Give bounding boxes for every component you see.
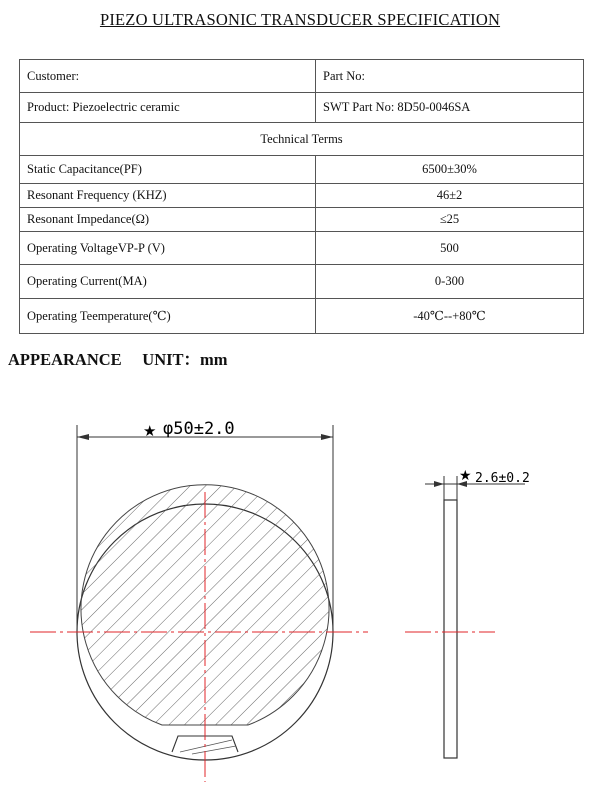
- table-row: [20, 232, 584, 265]
- spec-param: Operating Current(MA): [20, 265, 316, 299]
- arrow-left-icon: [77, 434, 89, 440]
- spec-param: Operating VoltageVP-P (V): [20, 232, 316, 265]
- table-row-product: [20, 93, 584, 123]
- transducer-drawing: [0, 380, 600, 800]
- appearance-label: APPEARANCE: [8, 350, 122, 369]
- disc-side-view: [405, 468, 530, 758]
- thickness-label: 2.6±0.2: [475, 471, 530, 486]
- product-cell: Product: Piezoelectric ceramic: [20, 93, 316, 123]
- part-no-cell: Part No:: [316, 60, 584, 93]
- spec-value: 0-300: [316, 265, 584, 299]
- unit-label: UNIT：mm: [142, 350, 228, 369]
- spec-param: Resonant Frequency (KHZ): [20, 184, 316, 208]
- spec-param: Static Capacitance(PF): [20, 156, 316, 184]
- star-icon: ★: [143, 422, 157, 440]
- spec-param: Operating Teemperature(℃): [20, 299, 316, 334]
- table-row: [20, 299, 584, 334]
- table-row: [20, 208, 584, 232]
- specification-table: [19, 59, 584, 334]
- customer-cell: Customer:: [20, 60, 316, 93]
- spec-value: ≤25: [316, 208, 584, 232]
- spec-value: 6500±30%: [316, 156, 584, 184]
- table-row: [20, 184, 584, 208]
- swt-part-no-cell: SWT Part No: 8D50-0046SA: [316, 93, 584, 123]
- arrow-right-icon: [321, 434, 333, 440]
- document-title: PIEZO ULTRASONIC TRANSDUCER SPECIFICATION: [99, 10, 501, 29]
- side-profile: [444, 500, 457, 758]
- spec-value: 46±2: [316, 184, 584, 208]
- spec-value: -40℃--+80℃: [316, 299, 584, 334]
- tab-hatch: [180, 740, 232, 752]
- table-row: [20, 265, 584, 299]
- table-row-technical-terms: [20, 123, 584, 156]
- arrow-right-icon: [434, 481, 444, 487]
- star-icon: ★: [459, 468, 472, 484]
- technical-terms-heading: Technical Terms: [20, 123, 584, 156]
- appearance-heading: [8, 346, 228, 370]
- spec-value: 500: [316, 232, 584, 265]
- diameter-label: φ50±2.0: [163, 419, 235, 439]
- table-row: [20, 156, 584, 184]
- tab-hatch: [192, 746, 236, 754]
- spec-param: Resonant Impedance(Ω): [20, 208, 316, 232]
- table-row-customer: [20, 60, 584, 93]
